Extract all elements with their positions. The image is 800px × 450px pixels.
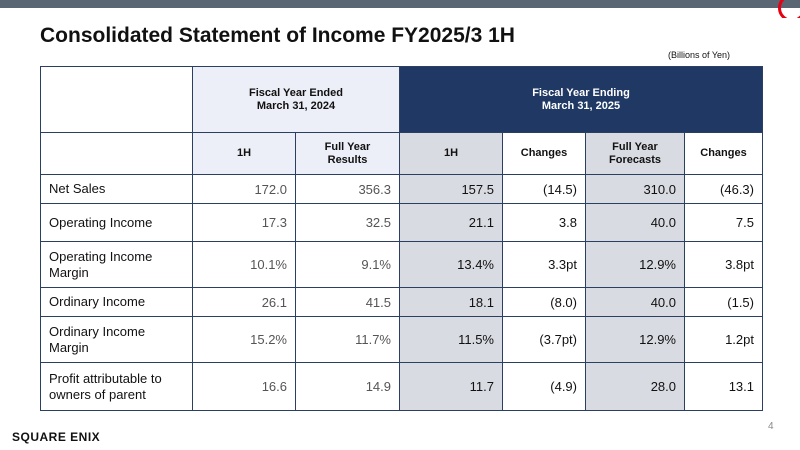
cell-forecast: 12.9%: [586, 317, 685, 363]
cell-changes-1h: 3.3pt: [503, 242, 586, 288]
row-label-line2: Margin: [49, 339, 89, 355]
row-label-line2: owners of parent: [49, 386, 146, 402]
table-row-profit-attributable: [41, 363, 763, 411]
row-label-line2: Margin: [49, 264, 89, 280]
header-current-year: [400, 67, 763, 133]
subheader-prior-1h: 1H: [193, 133, 296, 175]
cell-prior-full: 41.5: [296, 288, 400, 317]
row-label-line1: Profit attributable to: [49, 370, 162, 386]
cell-changes-1h: (14.5): [503, 175, 586, 204]
row-label: [41, 242, 193, 288]
row-label: Net Sales: [41, 175, 193, 204]
cell-current-1h: 11.7: [400, 363, 503, 411]
cell-forecast: 12.9%: [586, 242, 685, 288]
table-row-ordinary-margin: [41, 317, 763, 363]
cell-changes-forecast: 3.8pt: [685, 242, 763, 288]
cell-current-1h: 21.1: [400, 204, 503, 242]
cell-changes-1h: 3.8: [503, 204, 586, 242]
cell-prior-full: 9.1%: [296, 242, 400, 288]
cell-prior-1h: 10.1%: [193, 242, 296, 288]
cell-changes-forecast: 1.2pt: [685, 317, 763, 363]
table-row-operating-income: [41, 204, 763, 242]
cell-changes-1h: (4.9): [503, 363, 586, 411]
cell-prior-1h: 26.1: [193, 288, 296, 317]
cell-changes-1h: (8.0): [503, 288, 586, 317]
subheader-prior-full: [296, 133, 400, 175]
cell-forecast: 310.0: [586, 175, 685, 204]
cell-prior-1h: 172.0: [193, 175, 296, 204]
income-statement-table: [40, 66, 763, 411]
cell-changes-forecast: 7.5: [685, 204, 763, 242]
header-current-line2: March 31, 2025: [541, 99, 621, 112]
row-label: Ordinary Income: [41, 288, 193, 317]
cell-prior-1h: 16.6: [193, 363, 296, 411]
cell-forecast: 40.0: [586, 288, 685, 317]
subheader-blank: [41, 133, 193, 175]
top-bar: [0, 0, 800, 8]
subheader-prior-full-line2: Results: [327, 153, 368, 166]
cell-prior-full: 356.3: [296, 175, 400, 204]
cell-prior-full: 32.5: [296, 204, 400, 242]
subheader-forecast-line2: Forecasts: [609, 153, 661, 166]
row-label-line1: Operating Income: [49, 248, 153, 264]
subheader-forecast: [586, 133, 685, 175]
cell-prior-full: 11.7%: [296, 317, 400, 363]
table-row-ordinary-income: [41, 288, 763, 317]
row-label: [41, 317, 193, 363]
cell-prior-1h: 17.3: [193, 204, 296, 242]
cell-forecast: 40.0: [586, 204, 685, 242]
square-enix-logo: SQUARE ENIX: [12, 430, 101, 444]
row-label: [41, 363, 193, 411]
cell-changes-1h: (3.7pt): [503, 317, 586, 363]
subheader-row: [41, 133, 763, 175]
table-row-net-sales: [41, 175, 763, 204]
subheader-changes-forecast: Changes: [685, 133, 763, 175]
header-current-line1: Fiscal Year Ending: [532, 86, 630, 99]
cell-current-1h: 13.4%: [400, 242, 503, 288]
cell-current-1h: 18.1: [400, 288, 503, 317]
cell-prior-full: 14.9: [296, 363, 400, 411]
subheader-changes-1h: Changes: [503, 133, 586, 175]
corner-logo-mark: [774, 0, 800, 18]
header-prior-year: [193, 67, 400, 133]
page-title: Consolidated Statement of Income FY2025/3 1H: [40, 24, 515, 47]
cell-forecast: 28.0: [586, 363, 685, 411]
cell-changes-forecast: (46.3): [685, 175, 763, 204]
cell-changes-forecast: (1.5): [685, 288, 763, 317]
unit-note: (Billions of Yen): [668, 50, 731, 60]
row-label: Operating Income: [41, 204, 193, 242]
row-label-line1: Ordinary Income: [49, 323, 146, 339]
table-row-operating-margin: [41, 242, 763, 288]
subheader-forecast-line1: Full Year: [612, 140, 658, 153]
cell-current-1h: 11.5%: [400, 317, 503, 363]
header-prior-line2: March 31, 2024: [256, 99, 336, 112]
cell-current-1h: 157.5: [400, 175, 503, 204]
subheader-prior-full-line1: Full Year: [324, 140, 371, 153]
header-blank: [41, 67, 193, 133]
header-prior-line1: Fiscal Year Ended: [249, 86, 343, 99]
cell-prior-1h: 15.2%: [193, 317, 296, 363]
subheader-current-1h: 1H: [400, 133, 503, 175]
header-row: [41, 67, 763, 133]
cell-changes-forecast: 13.1: [685, 363, 763, 411]
page-number: 4: [768, 421, 774, 432]
